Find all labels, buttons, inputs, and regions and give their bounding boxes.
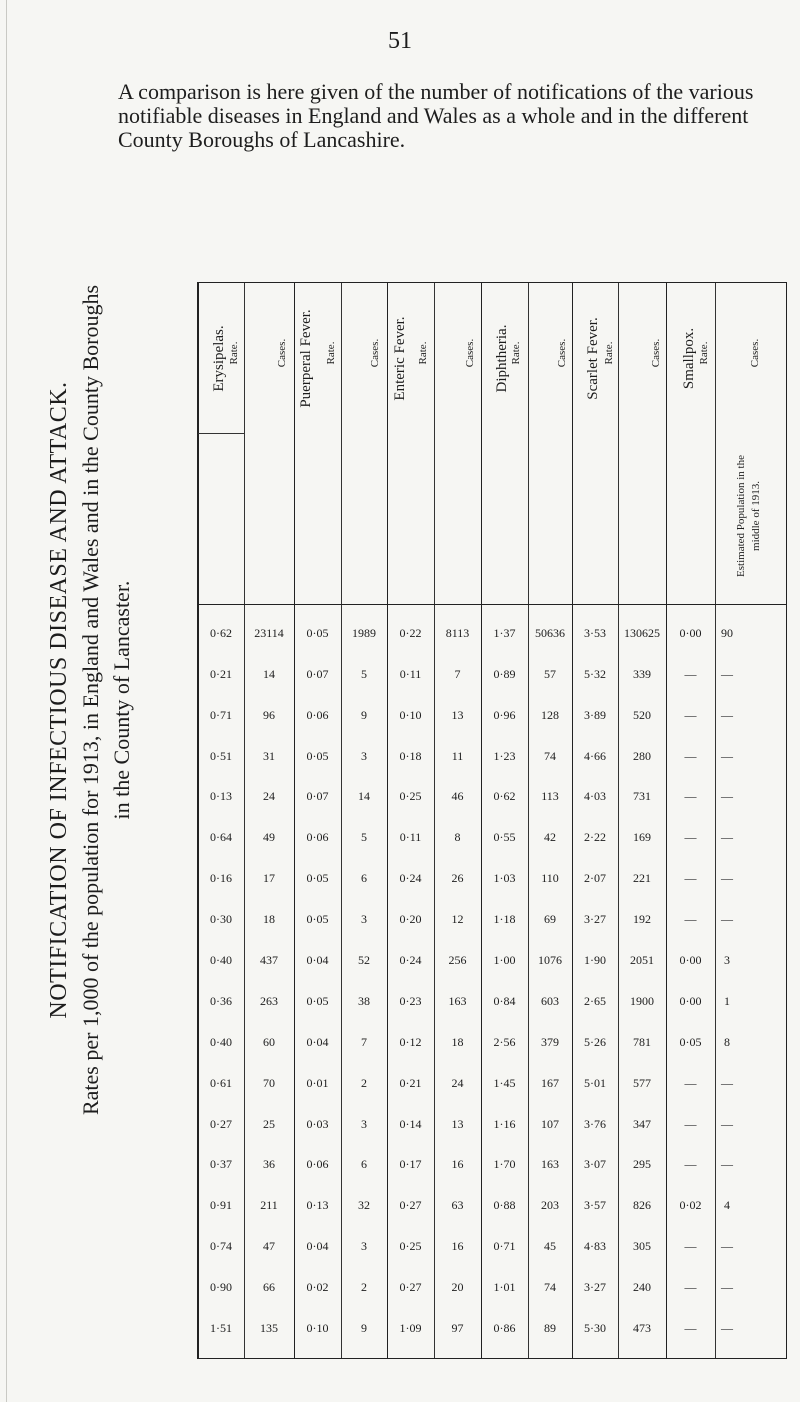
diphtheria-cases-cell: 1076 bbox=[538, 953, 562, 968]
smallpox-rate-cell: 0·00 bbox=[679, 993, 702, 1008]
scarlet-rate-cell: 3·27 bbox=[584, 912, 606, 927]
smallpox-cases-cell: — bbox=[721, 912, 733, 927]
erysipelas-rate-cell: 0·13 bbox=[210, 789, 232, 804]
enteric-rate-cell: 0·27 bbox=[399, 1280, 422, 1295]
enteric-rate-cell: 1·09 bbox=[399, 1321, 422, 1336]
smallpox-cases-cell: 1 bbox=[724, 993, 730, 1008]
smallpox-rate-cell: 0·05 bbox=[679, 1034, 702, 1049]
puerperal-rate-cell: 0·06 bbox=[306, 830, 329, 845]
erysipelas-rate-cell: 0·62 bbox=[210, 625, 232, 640]
smallpox-rate-cell: 0·00 bbox=[679, 625, 702, 640]
diphtheria-rate-cell: 0·84 bbox=[493, 993, 516, 1008]
subheader-enteric-rate: Rate. bbox=[417, 341, 429, 365]
smallpox-rate-cell: 0·00 bbox=[679, 953, 702, 968]
diphtheria-cases-cell: 203 bbox=[541, 1198, 559, 1213]
scarlet-cases-cell: 520 bbox=[633, 707, 651, 722]
diphtheria-cases-cell: 113 bbox=[541, 789, 559, 804]
subheader-smallpox-rate: Rate. bbox=[698, 341, 710, 365]
diphtheria-cases-cell: 107 bbox=[541, 1116, 559, 1131]
erysipelas-rate-cell: 0·90 bbox=[210, 1280, 232, 1295]
diphtheria-rate-cell: 2·56 bbox=[493, 1034, 516, 1049]
enteric-cases-cell: 16 bbox=[451, 1239, 464, 1254]
smallpox-rate-cell: — bbox=[684, 830, 697, 845]
smallpox-rate-cell: — bbox=[684, 871, 697, 886]
intro-paragraph: A comparison is here given of the number of notifications of the various notifiable diseases in England and Wales as a whole and in the different County Boroughs of Lancashire. bbox=[118, 79, 754, 152]
erysipelas-rate-cell: 0·30 bbox=[210, 912, 232, 927]
erysipelas-rate-cell: 0·27 bbox=[210, 1116, 232, 1131]
scarlet-cases-cell: 169 bbox=[633, 830, 651, 845]
diphtheria-rate-cell: 1·16 bbox=[493, 1116, 516, 1131]
enteric-rate-cell: 0·25 bbox=[399, 789, 422, 804]
erysipelas-cases-cell: 17 bbox=[263, 871, 275, 886]
scarlet-rate-cell: 5·01 bbox=[584, 1075, 606, 1090]
diphtheria-rate-cell: 1·18 bbox=[493, 912, 516, 927]
enteric-rate-cell: 0·18 bbox=[399, 748, 422, 763]
scarlet-cases-cell: 221 bbox=[633, 871, 651, 886]
title-line-3: in the County of Lancaster. bbox=[109, 580, 134, 820]
subheader-erysipelas-rate: Rate. bbox=[228, 341, 240, 365]
erysipelas-rate-cell: 0·51 bbox=[210, 748, 232, 763]
diphtheria-rate-cell: 1·37 bbox=[493, 625, 516, 640]
puerperal-cases-cell: 3 bbox=[361, 748, 367, 763]
diphtheria-rate-cell: 1·00 bbox=[493, 953, 516, 968]
puerperal-cases-cell: 7 bbox=[361, 1034, 367, 1049]
diphtheria-rate-cell: 0·55 bbox=[493, 830, 516, 845]
puerperal-cases-cell: 1989 bbox=[352, 625, 376, 640]
erysipelas-rate-cell: 0·16 bbox=[210, 871, 232, 886]
scarlet-rate-cell: 4·66 bbox=[584, 748, 606, 763]
smallpox-cases-cell: 4 bbox=[724, 1198, 730, 1213]
erysipelas-cases-cell: 60 bbox=[263, 1034, 275, 1049]
smallpox-cases-cell: — bbox=[721, 1321, 733, 1336]
puerperal-cases-cell: 6 bbox=[361, 1157, 367, 1172]
diphtheria-rate-cell: 0·86 bbox=[493, 1321, 516, 1336]
puerperal-rate-cell: 0·01 bbox=[306, 1075, 329, 1090]
scarlet-rate-cell: 3·57 bbox=[584, 1198, 606, 1213]
scarlet-cases-cell: 2051 bbox=[630, 953, 654, 968]
smallpox-rate-cell: — bbox=[684, 1116, 697, 1131]
puerperal-cases-cell: 3 bbox=[361, 1116, 367, 1131]
puerperal-rate-cell: 0·13 bbox=[306, 1198, 329, 1213]
diphtheria-cases-cell: 74 bbox=[544, 1280, 556, 1295]
erysipelas-cases-cell: 18 bbox=[263, 912, 275, 927]
smallpox-cases-cell: — bbox=[721, 1280, 733, 1295]
smallpox-cases-cell: 3 bbox=[724, 953, 730, 968]
erysipelas-cases-cell: 263 bbox=[260, 993, 278, 1008]
diphtheria-cases-cell: 69 bbox=[544, 912, 556, 927]
diphtheria-cases-cell: 167 bbox=[541, 1075, 559, 1090]
smallpox-cases-cell: — bbox=[721, 1075, 733, 1090]
erysipelas-rate-cell: 0·37 bbox=[210, 1157, 232, 1172]
smallpox-rate-cell: — bbox=[684, 707, 697, 722]
enteric-rate-cell: 0·20 bbox=[399, 912, 422, 927]
diphtheria-rate-cell: 1·45 bbox=[493, 1075, 516, 1090]
subheader-puerperal-cases: Cases. bbox=[369, 338, 381, 368]
diphtheria-cases-cell: 45 bbox=[544, 1239, 556, 1254]
enteric-cases-cell: 13 bbox=[451, 1116, 464, 1131]
smallpox-rate-cell: — bbox=[684, 1157, 697, 1172]
enteric-cases-cell: 26 bbox=[451, 871, 464, 886]
scarlet-cases-cell: 339 bbox=[633, 666, 651, 681]
enteric-rate-cell: 0·10 bbox=[399, 707, 422, 722]
diphtheria-cases-cell: 89 bbox=[544, 1321, 556, 1336]
erysipelas-cases-cell: 25 bbox=[263, 1116, 275, 1131]
erysipelas-rate-cell: 1·51 bbox=[210, 1321, 232, 1336]
subheader-scarlet-rate: Rate. bbox=[603, 341, 615, 365]
enteric-cases-cell: 8 bbox=[454, 830, 461, 845]
enteric-cases-cell: 256 bbox=[448, 953, 467, 968]
scarlet-cases-cell: 130625 bbox=[624, 625, 660, 640]
group-title-scarlet: Scarlet Fever. bbox=[585, 317, 601, 400]
erysipelas-rate-cell: 0·61 bbox=[210, 1075, 232, 1090]
smallpox-cases-cell: — bbox=[721, 1239, 733, 1254]
scarlet-rate-cell: 3·53 bbox=[584, 625, 606, 640]
smallpox-cases-cell: — bbox=[721, 871, 733, 886]
diphtheria-cases-cell: 379 bbox=[541, 1034, 559, 1049]
smallpox-cases-cell: — bbox=[721, 1116, 733, 1131]
group-title-smallpox: Smallpox. bbox=[681, 327, 697, 390]
diphtheria-rate-cell: 1·70 bbox=[493, 1157, 516, 1172]
smallpox-rate-cell: — bbox=[684, 789, 697, 804]
erysipelas-cases-cell: 96 bbox=[263, 707, 275, 722]
erysipelas-cases-cell: 14 bbox=[263, 666, 275, 681]
smallpox-cases-cell: — bbox=[721, 830, 733, 845]
enteric-rate-cell: 0·23 bbox=[399, 993, 422, 1008]
subheader-smallpox-cases: Cases. bbox=[749, 338, 761, 368]
enteric-cases-cell: 18 bbox=[451, 1034, 464, 1049]
puerperal-rate-cell: 0·04 bbox=[306, 1239, 329, 1254]
enteric-cases-cell: 7 bbox=[454, 666, 461, 681]
puerperal-rate-cell: 0·03 bbox=[306, 1116, 329, 1131]
enteric-cases-cell: 13 bbox=[451, 707, 464, 722]
enteric-cases-cell: 97 bbox=[451, 1321, 464, 1336]
enteric-cases-cell: 20 bbox=[451, 1280, 464, 1295]
subheader-scarlet-cases: Cases. bbox=[650, 338, 662, 368]
scarlet-rate-cell: 4·83 bbox=[584, 1239, 606, 1254]
page-edge bbox=[6, 0, 7, 1402]
erysipelas-rate-cell: 0·40 bbox=[210, 1034, 232, 1049]
diphtheria-cases-cell: 128 bbox=[541, 707, 559, 722]
puerperal-cases-cell: 14 bbox=[358, 789, 370, 804]
smallpox-rate-cell: — bbox=[684, 1321, 697, 1336]
puerperal-cases-cell: 2 bbox=[361, 1280, 367, 1295]
puerperal-cases-cell: 3 bbox=[361, 1239, 367, 1254]
erysipelas-cases-cell: 211 bbox=[260, 1198, 278, 1213]
diphtheria-rate-cell: 0·96 bbox=[493, 707, 516, 722]
enteric-cases-cell: 163 bbox=[448, 993, 467, 1008]
smallpox-cases-cell: — bbox=[721, 707, 733, 722]
diphtheria-rate-cell: 0·71 bbox=[493, 1239, 516, 1254]
smallpox-rate-cell: — bbox=[684, 1075, 697, 1090]
scarlet-rate-cell: 5·30 bbox=[584, 1321, 606, 1336]
table-grid bbox=[198, 283, 785, 1357]
puerperal-rate-cell: 0·05 bbox=[306, 871, 329, 886]
puerperal-rate-cell: 0·10 bbox=[306, 1321, 329, 1336]
smallpox-rate-cell: — bbox=[684, 1280, 697, 1295]
puerperal-rate-cell: 0·06 bbox=[306, 707, 329, 722]
scarlet-rate-cell: 3·76 bbox=[584, 1116, 606, 1131]
erysipelas-cases-cell: 66 bbox=[263, 1280, 275, 1295]
scarlet-cases-cell: 473 bbox=[633, 1321, 651, 1336]
scarlet-cases-cell: 781 bbox=[633, 1034, 651, 1049]
smallpox-cases-cell: — bbox=[721, 1157, 733, 1172]
puerperal-cases-cell: 5 bbox=[361, 666, 367, 681]
puerperal-rate-cell: 0·05 bbox=[306, 625, 329, 640]
enteric-rate-cell: 0·11 bbox=[399, 830, 422, 845]
scarlet-cases-cell: 577 bbox=[633, 1075, 651, 1090]
group-title-diphtheria: Diphtheria. bbox=[494, 324, 510, 393]
diphtheria-rate-cell: 0·89 bbox=[493, 666, 516, 681]
title-line-2: Rates per 1,000 of the population for 1913, in England and Wales and in the County Boroughs bbox=[78, 284, 103, 1116]
subheader-erysipelas-cases: Cases. bbox=[276, 338, 288, 368]
smallpox-rate-cell: — bbox=[684, 666, 697, 681]
scarlet-rate-cell: 2·07 bbox=[584, 871, 606, 886]
puerperal-rate-cell: 0·02 bbox=[306, 1280, 329, 1295]
puerperal-cases-cell: 52 bbox=[358, 953, 370, 968]
puerperal-rate-cell: 0·05 bbox=[306, 993, 329, 1008]
diphtheria-cases-cell: 74 bbox=[544, 748, 556, 763]
enteric-rate-cell: 0·24 bbox=[399, 871, 422, 886]
puerperal-cases-cell: 6 bbox=[361, 871, 367, 886]
diphtheria-cases-cell: 57 bbox=[544, 666, 556, 681]
subheader-enteric-cases: Cases. bbox=[464, 338, 476, 368]
scarlet-cases-cell: 731 bbox=[633, 789, 651, 804]
enteric-cases-cell: 24 bbox=[451, 1075, 464, 1090]
smallpox-cases-cell: 90 bbox=[721, 625, 733, 640]
erysipelas-rate-cell: 0·64 bbox=[210, 830, 232, 845]
puerperal-cases-cell: 38 bbox=[358, 993, 370, 1008]
subheader-puerperal-rate: Rate. bbox=[325, 341, 337, 365]
erysipelas-rate-cell: 0·40 bbox=[210, 953, 232, 968]
erysipelas-rate-cell: 0·71 bbox=[210, 707, 232, 722]
page-number: 51 bbox=[388, 28, 412, 54]
puerperal-cases-cell: 5 bbox=[361, 830, 367, 845]
diphtheria-cases-cell: 110 bbox=[541, 871, 559, 886]
diphtheria-rate-cell: 1·01 bbox=[493, 1280, 516, 1295]
puerperal-rate-cell: 0·07 bbox=[306, 666, 329, 681]
enteric-rate-cell: 0·25 bbox=[399, 1239, 422, 1254]
diphtheria-cases-cell: 42 bbox=[544, 830, 556, 845]
group-title-enteric: Enteric Fever. bbox=[392, 316, 408, 401]
scarlet-rate-cell: 1·90 bbox=[584, 953, 606, 968]
enteric-rate-cell: 0·21 bbox=[399, 1075, 422, 1090]
erysipelas-rate-cell: 0·21 bbox=[210, 666, 232, 681]
scarlet-rate-cell: 3·89 bbox=[584, 707, 606, 722]
erysipelas-cases-cell: 135 bbox=[260, 1321, 278, 1336]
enteric-rate-cell: 0·27 bbox=[399, 1198, 422, 1213]
scarlet-rate-cell: 2·65 bbox=[584, 993, 606, 1008]
smallpox-rate-cell: — bbox=[684, 748, 697, 763]
puerperal-rate-cell: 0·04 bbox=[306, 953, 329, 968]
smallpox-cases-cell: 8 bbox=[724, 1034, 730, 1049]
erysipelas-cases-cell: 36 bbox=[263, 1157, 275, 1172]
scarlet-rate-cell: 5·26 bbox=[584, 1034, 606, 1049]
smallpox-cases-cell: — bbox=[721, 789, 733, 804]
erysipelas-rate-cell: 0·36 bbox=[210, 993, 232, 1008]
enteric-cases-cell: 11 bbox=[451, 748, 464, 763]
scarlet-cases-cell: 295 bbox=[633, 1157, 651, 1172]
enteric-rate-cell: 0·17 bbox=[399, 1157, 422, 1172]
enteric-rate-cell: 0·12 bbox=[399, 1034, 422, 1049]
diphtheria-rate-cell: 1·03 bbox=[493, 871, 516, 886]
scarlet-cases-cell: 826 bbox=[633, 1198, 651, 1213]
enteric-rate-cell: 0·11 bbox=[399, 666, 422, 681]
puerperal-rate-cell: 0·07 bbox=[306, 789, 329, 804]
puerperal-rate-cell: 0·05 bbox=[306, 912, 329, 927]
diphtheria-cases-cell: 603 bbox=[541, 993, 559, 1008]
enteric-rate-cell: 0·24 bbox=[399, 953, 422, 968]
scarlet-rate-cell: 3·27 bbox=[584, 1280, 606, 1295]
table-title bbox=[44, 110, 137, 1290]
puerperal-rate-cell: 0·06 bbox=[306, 1157, 329, 1172]
diphtheria-cases-cell: 163 bbox=[541, 1157, 559, 1172]
enteric-cases-cell: 12 bbox=[451, 912, 464, 927]
group-title-erysipelas: Erysipelas. bbox=[211, 325, 227, 392]
erysipelas-cases-cell: 31 bbox=[263, 748, 275, 763]
enteric-rate-cell: 0·22 bbox=[399, 625, 422, 640]
smallpox-cases-cell: — bbox=[721, 666, 733, 681]
erysipelas-cases-cell: 24 bbox=[263, 789, 275, 804]
title-line-1: NOTIFICATION OF INFECTIOUS DISEASE AND ATTACK. bbox=[46, 381, 72, 1019]
scarlet-cases-cell: 347 bbox=[633, 1116, 651, 1131]
subheader-diphtheria-rate: Rate. bbox=[510, 341, 522, 365]
scarlet-cases-cell: 1900 bbox=[630, 993, 654, 1008]
puerperal-cases-cell: 9 bbox=[361, 1321, 367, 1336]
erysipelas-cases-cell: 49 bbox=[263, 830, 275, 845]
puerperal-cases-cell: 3 bbox=[361, 912, 367, 927]
scarlet-cases-cell: 240 bbox=[633, 1280, 651, 1295]
scarlet-cases-cell: 280 bbox=[633, 748, 651, 763]
enteric-cases-cell: 8113 bbox=[445, 625, 470, 640]
diphtheria-rate-cell: 0·62 bbox=[493, 789, 516, 804]
enteric-cases-cell: 46 bbox=[451, 789, 464, 804]
erysipelas-cases-cell: 437 bbox=[260, 953, 278, 968]
scarlet-cases-cell: 305 bbox=[633, 1239, 651, 1254]
smallpox-cases-cell: — bbox=[721, 748, 733, 763]
puerperal-rate-cell: 0·04 bbox=[306, 1034, 329, 1049]
diphtheria-rate-cell: 1·23 bbox=[493, 748, 516, 763]
puerperal-cases-cell: 32 bbox=[358, 1198, 370, 1213]
puerperal-cases-cell: 9 bbox=[361, 707, 367, 722]
enteric-cases-cell: 63 bbox=[451, 1198, 464, 1213]
diphtheria-cases-cell: 50636 bbox=[535, 625, 565, 640]
group-title-puerperal: Puerperal Fever. bbox=[298, 309, 314, 408]
erysipelas-cases-cell: 70 bbox=[263, 1075, 275, 1090]
erysipelas-rate-cell: 0·74 bbox=[210, 1239, 232, 1254]
population-header: Estimated Population in the middle of 1913. bbox=[735, 455, 762, 577]
smallpox-rate-cell: — bbox=[684, 1239, 697, 1254]
puerperal-rate-cell: 0·05 bbox=[306, 748, 329, 763]
enteric-rate-cell: 0·14 bbox=[399, 1116, 422, 1131]
diphtheria-rate-cell: 0·88 bbox=[493, 1198, 516, 1213]
enteric-cases-cell: 16 bbox=[451, 1157, 464, 1172]
erysipelas-cases-cell: 23114 bbox=[254, 625, 284, 640]
scarlet-rate-cell: 2·22 bbox=[584, 830, 606, 845]
scarlet-cases-cell: 192 bbox=[633, 912, 651, 927]
scarlet-rate-cell: 3·07 bbox=[584, 1157, 606, 1172]
puerperal-cases-cell: 2 bbox=[361, 1075, 367, 1090]
smallpox-rate-cell: — bbox=[684, 912, 697, 927]
scarlet-rate-cell: 5·32 bbox=[584, 666, 606, 681]
smallpox-rate-cell: 0·02 bbox=[679, 1198, 702, 1213]
erysipelas-rate-cell: 0·91 bbox=[210, 1198, 232, 1213]
scarlet-rate-cell: 4·03 bbox=[584, 789, 606, 804]
erysipelas-cases-cell: 47 bbox=[263, 1239, 275, 1254]
subheader-diphtheria-cases: Cases. bbox=[556, 338, 568, 368]
